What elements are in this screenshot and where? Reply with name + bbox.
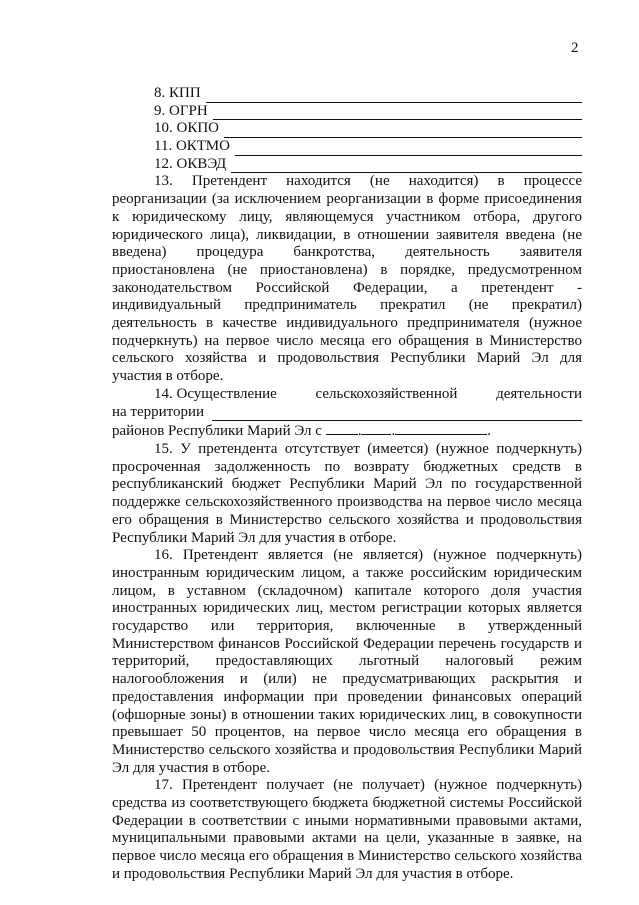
month-blank <box>361 421 391 435</box>
date-separator: . <box>391 423 396 440</box>
page-number: 2 <box>571 40 579 56</box>
field-label: 8. КПП <box>154 84 201 101</box>
document-body <box>112 85 582 884</box>
fill-in-line <box>206 88 582 103</box>
field-label: 10. ОКПО <box>154 120 220 137</box>
field-label: 11. ОКТМО <box>154 138 230 155</box>
paragraph-13: 13. Претендент находится (не находится) в процессе реорганизации (за исключением реорганизации в форме присоединения к юридическому лицу, являющемуся участником отбора, другого юридического лица), ликвидации, в отношении заявителя введена (не введена) процедура банкротства, деятельность заявителя приостановлена (не приостановлена) в порядке, предусмотренном законодательством Российской Федерации, а претендент - индивидуальный предприниматель прекратил (не прекратил) деятельность в качестве индивидуального предпринимателя (нужное подчеркнуть) на первое число месяца его обращения в Министерство сельского хозяйства и продовольствия Республики Марий Эл для участия в отборе. <box>112 173 582 385</box>
field-okved <box>112 156 582 174</box>
word: 14. Осуществление <box>154 385 277 402</box>
word: сельскохозяйственной <box>315 385 458 402</box>
word: деятельности <box>496 385 582 402</box>
sentence-end: . <box>487 423 491 440</box>
field-label: 12. ОКВЭД <box>154 155 227 172</box>
date-prefix: районов Республики Марий Эл с <box>112 423 322 440</box>
territory-prefix: на территории <box>112 403 205 420</box>
territory-line <box>112 404 582 422</box>
fill-in-line <box>235 141 582 156</box>
paragraph-14-line-1 <box>112 386 582 404</box>
field-okpo <box>112 120 582 138</box>
fill-in-line <box>231 158 582 173</box>
date-separator: . <box>357 423 362 440</box>
field-label: 9. ОГРН <box>154 102 208 119</box>
fill-in-line <box>212 406 582 421</box>
paragraph-16: 16. Претендент является (не является) (нужное подчеркнуть) иностранным юридическим лицом, а также российским юридическим лицом, в уставном (складочном) капитале которого доля участия иностранных юридических лиц, местом регистрации которых является государство или территория, включенные в утвержденный Министерством финансов Российской Федерации перечень государств и территорий, предоставляющих льготный налоговый режим налогообложения и (или) не предусматривающих раскрытия и предоставления информации при проведении финансовых операций (офшорные зоны) в отношении таких юридических лиц, в совокупности превышает 50 процентов, на первое число месяца его обращения в Министерство сельского хозяйства и продовольствия Республики Марий Эл для участия в отборе. <box>112 547 582 776</box>
year-blank <box>395 421 487 435</box>
field-oktmo <box>112 138 582 156</box>
fill-in-line <box>224 123 582 138</box>
fill-in-line <box>213 105 582 120</box>
paragraph-14 <box>112 386 582 441</box>
paragraph-15: 15. У претендента отсутствует (имеется) (нужное подчеркнуть) просроченная задолженность по возврату бюджетных средств в республиканский бюджет Республики Марий Эл по государственной поддержке сельскохозяйственного производства на первое число месяца его обращения в Министерство сельского хозяйства и продовольствия Республики Марий Эл для участия в отборе. <box>112 440 582 546</box>
date-line <box>112 421 582 441</box>
field-kpp <box>112 85 582 103</box>
day-blank <box>326 421 358 435</box>
paragraph-17: 17. Претендент получает (не получает) (нужное подчеркнуть) средства из соответствующего бюджета бюджетной системы Российской Федерации в соответствии с иными нормативными правовыми актами, муниципальными правовыми актами на цели, указанные в заявке, на первое число месяца его обращения в Министерство сельского хозяйства и продовольствия Республики Марий Эл для участия в отборе. <box>112 777 582 882</box>
field-ogrn <box>112 103 582 121</box>
